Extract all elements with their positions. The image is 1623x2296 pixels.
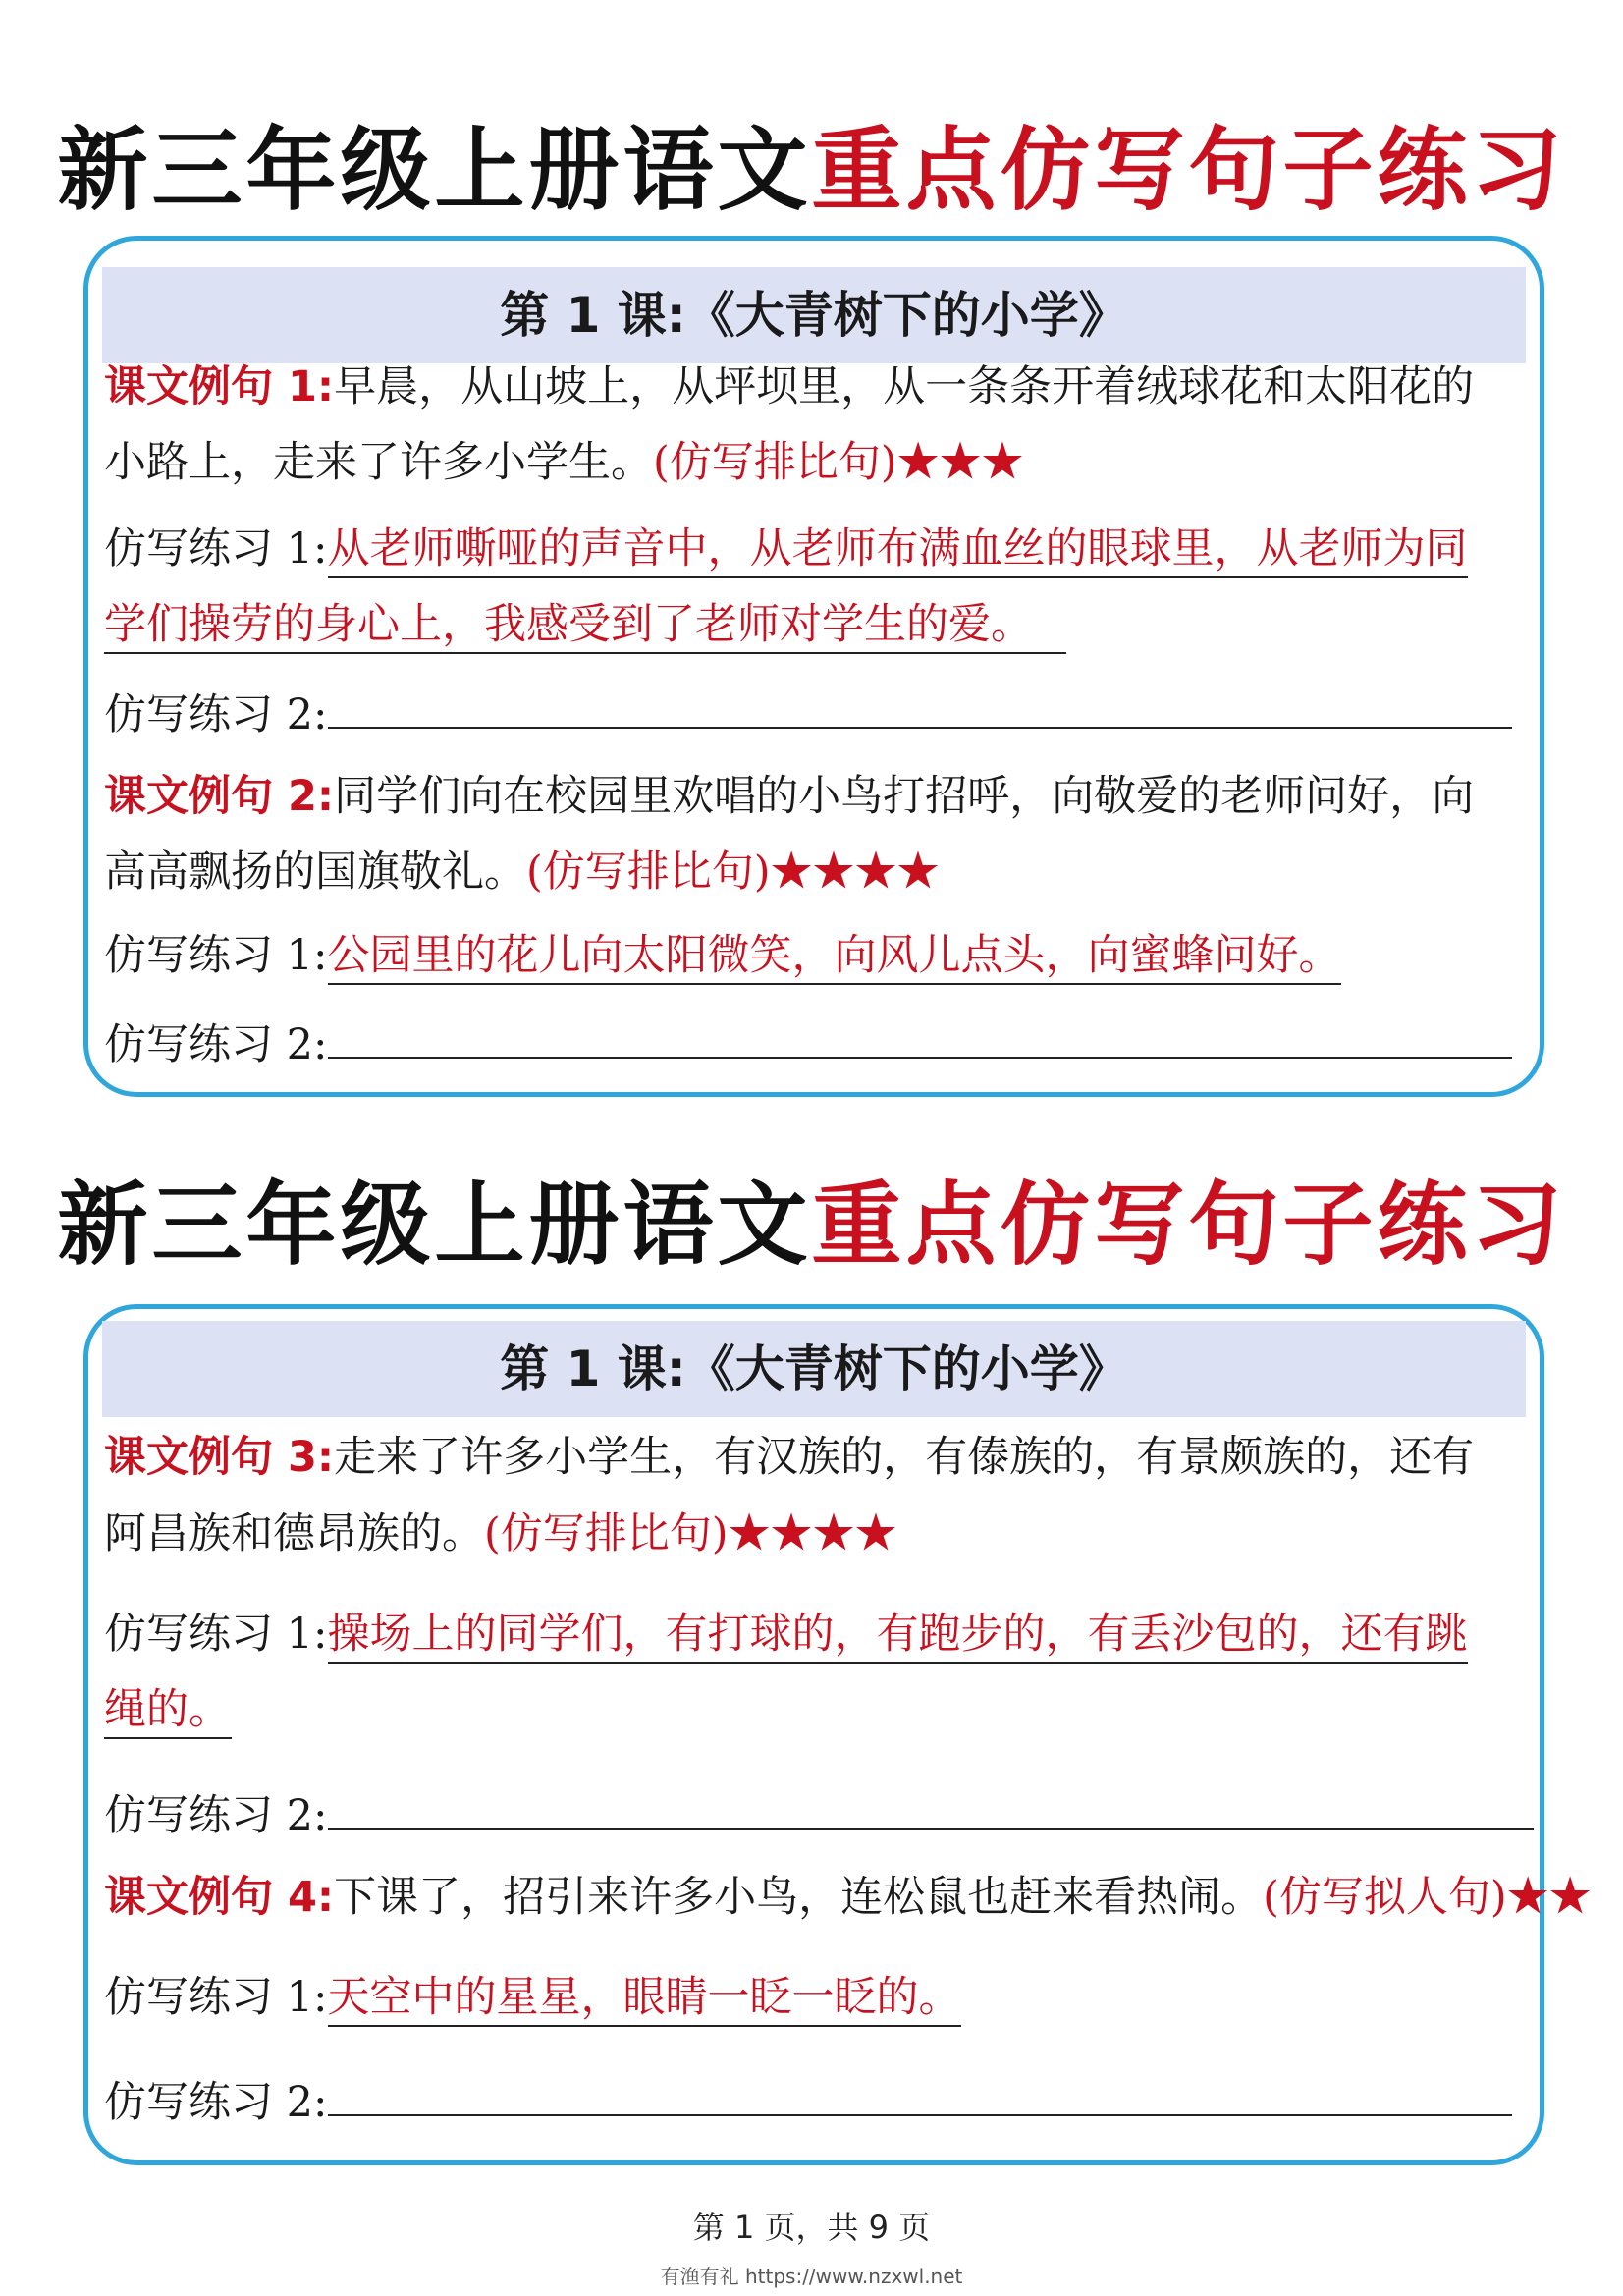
difficulty-stars: ★★ (1506, 1873, 1592, 1922)
answer-blank[interactable] (328, 2077, 1512, 2116)
practice-line (104, 689, 1512, 737)
lesson-header: 第 1 课:《大青树下的小学》 (102, 1321, 1526, 1417)
title-black-part: 新三年级上册语文 (57, 1173, 812, 1278)
lesson-header: 第 1 课:《大青树下的小学》 (102, 267, 1526, 363)
example-text (104, 1873, 1592, 1922)
example-sentence: 早晨，从山坡上，从坪坝里，从一条条开着绒球花和太阳花的 (334, 362, 1475, 411)
example-text (104, 847, 940, 897)
practice-label: 仿写练习 2: (104, 690, 328, 739)
exercise-hint: (仿写拟人句) (1263, 1873, 1507, 1922)
title-red-part: 重点仿写句子练习 (811, 118, 1566, 223)
practice-answer: 绳的。 (104, 1689, 232, 1739)
practice-label: 仿写练习 2: (104, 1020, 328, 1069)
practice-label: 仿写练习 1: (104, 931, 328, 980)
practice-answer: 学们操劳的身心上，我感受到了老师对学生的爱。 (104, 604, 1066, 654)
difficulty-stars: ★★★★ (770, 847, 940, 897)
example-text (104, 1509, 897, 1558)
example-sentence: 下课了，招引来许多小鸟，连松鼠也赶来看热闹。 (334, 1873, 1264, 1922)
practice-label: 仿写练习 2: (104, 1791, 328, 1840)
answer-blank[interactable] (328, 1790, 1534, 1830)
practice-line (104, 2077, 1512, 2127)
exercise-hint: (仿写排比句) (653, 438, 897, 487)
watermark: 有渔有礼 https://www.nzxwl.net (660, 2265, 963, 2288)
example-label: 课文例句 2: (104, 772, 335, 821)
example-text (104, 362, 1475, 411)
practice-answer: 天空中的星星，眼睛一眨一眨的。 (328, 1977, 961, 2027)
example-sentence: 同学们向在校园里欢唱的小鸟打招呼，向敬爱的老师问好，向 (334, 772, 1475, 821)
example-text (104, 1433, 1475, 1482)
practice-label: 仿写练习 1: (104, 1610, 328, 1659)
difficulty-stars: ★★★★ (728, 1509, 897, 1558)
practice-label: 仿写练习 1: (104, 1973, 328, 2022)
title-black-part: 新三年级上册语文 (57, 118, 812, 223)
example-sentence: 走来了许多小学生，有汉族的，有傣族的，有景颇族的，还有 (334, 1433, 1475, 1482)
page-title (0, 1173, 1623, 1278)
practice-line (104, 600, 1066, 654)
practice-answer: 从老师嘶哑的声音中，从老师布满血丝的眼球里，从老师为同 (328, 528, 1468, 578)
example-label: 课文例句 3: (104, 1433, 335, 1482)
example-text (104, 772, 1475, 821)
example-sentence: 小路上，走来了许多小学生。 (104, 438, 653, 487)
example-sentence: 高高飘扬的国旗敬礼。 (104, 847, 526, 897)
exercise-card-1 (83, 236, 1544, 1097)
practice-answer: 公园里的花儿向太阳微笑，向风儿点头，向蜜蜂问好。 (328, 935, 1341, 985)
page-title (0, 118, 1623, 223)
practice-line (104, 1685, 232, 1739)
title-red-part: 重点仿写句子练习 (811, 1173, 1566, 1278)
practice-line (104, 931, 1341, 985)
practice-line (104, 1019, 1512, 1069)
exercise-hint: (仿写排比句) (526, 847, 771, 897)
practice-line (104, 1973, 961, 2027)
practice-line (104, 524, 1468, 578)
exercise-card-2 (83, 1304, 1592, 2165)
practice-label: 仿写练习 2: (104, 2078, 328, 2127)
page-number: 第 1 页，共 9 页 (692, 2209, 931, 2246)
practice-line (104, 1610, 1468, 1664)
example-sentence: 阿昌族和德昂族的。 (104, 1509, 484, 1558)
practice-answer: 操场上的同学们，有打球的，有跑步的，有丢沙包的，还有跳 (328, 1613, 1468, 1664)
example-label: 课文例句 1: (104, 362, 335, 411)
difficulty-stars: ★★★ (896, 438, 1024, 487)
answer-blank[interactable] (328, 689, 1512, 729)
example-text (104, 438, 1024, 487)
practice-label: 仿写练习 1: (104, 524, 328, 574)
exercise-hint: (仿写排比句) (484, 1509, 729, 1558)
practice-line (104, 1790, 1534, 1840)
example-label: 课文例句 4: (104, 1873, 335, 1922)
answer-blank[interactable] (328, 1019, 1512, 1059)
